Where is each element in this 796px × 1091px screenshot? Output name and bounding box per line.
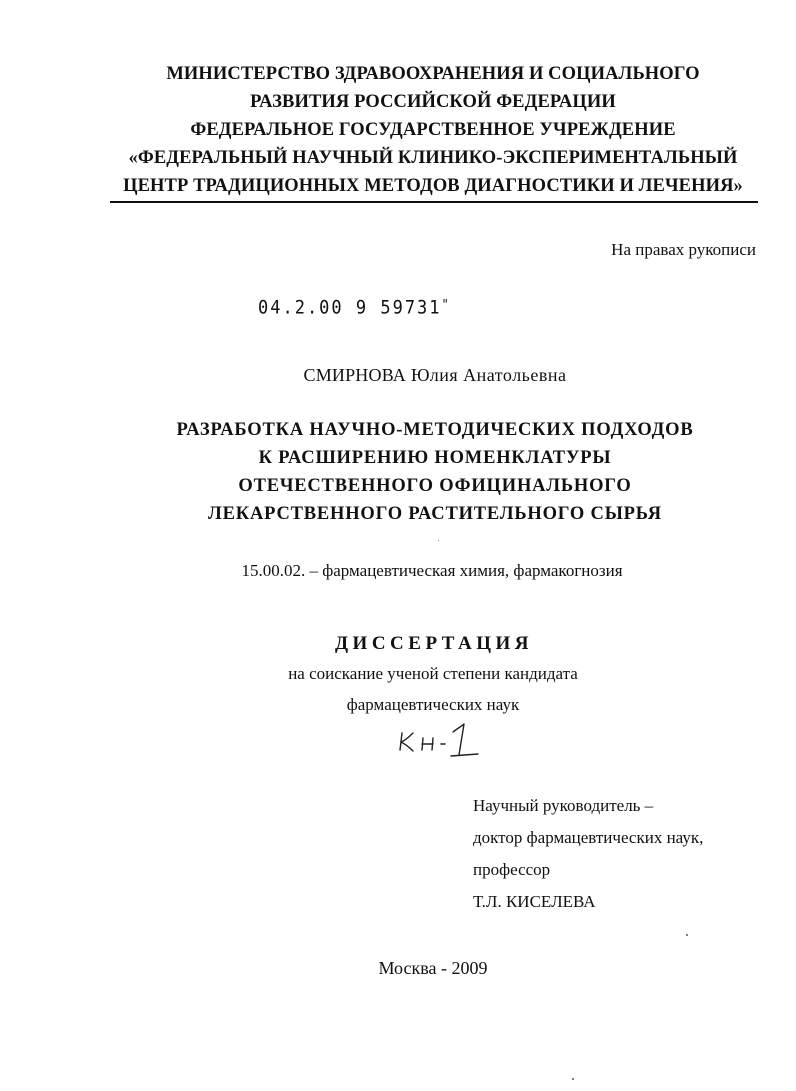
author-given-names: Юлия Анатольевна: [410, 365, 567, 385]
supervisor-line-2: доктор фармацевтических наук,: [473, 828, 704, 847]
degree-statement: на соискание ученой степени кандидата: [288, 664, 578, 683]
header-divider: [110, 201, 758, 203]
header-line-2: РАЗВИТИЯ РОССИЙСКОЙ ФЕДЕРАЦИИ: [250, 92, 616, 112]
manuscript-rights-note: На правах рукописи: [611, 240, 756, 259]
supervisor-line-1: Научный руководитель –: [473, 796, 654, 815]
supervisor-line-3: профессор: [473, 860, 551, 879]
author-name: [0, 365, 796, 386]
handwritten-note: [396, 718, 486, 758]
registration-mark: ": [441, 297, 449, 313]
title-line-2: К РАСШИРЕНИЮ НОМЕНКЛАТУРЫ: [258, 448, 612, 468]
dissertation-title: [0, 416, 796, 528]
supervisor-block: [473, 790, 703, 918]
header-line-5: ЦЕНТР ТРАДИЦИОННЫХ МЕТОДОВ ДИАГНОСТИКИ И ЛЕЧЕНИЯ»: [123, 176, 743, 196]
registration-number: 04.2.00 9 59731: [258, 297, 442, 319]
header-line-1: МИНИСТЕРСТВО ЗДРАВООХРАНЕНИЯ И СОЦИАЛЬНОГО: [166, 64, 700, 84]
scan-speck: [438, 540, 439, 541]
title-line-1: РАЗРАБОТКА НАУЧНО-МЕТОДИЧЕСКИХ ПОДХОДОВ: [176, 420, 694, 440]
title-line-4: ЛЕКАРСТВЕННОГО РАСТИТЕЛЬНОГО СЫРЬЯ: [208, 504, 662, 524]
registration-stamp: [258, 297, 449, 319]
city-and-year: Москва - 2009: [378, 958, 488, 978]
author-surname: СМИРНОВА: [303, 365, 406, 385]
institution-header: [60, 60, 796, 200]
header-line-4: «ФЕДЕРАЛЬНЫЙ НАУЧНЫЙ КЛИНИКО-ЭКСПЕРИМЕНТАЛЬНЫЙ: [128, 148, 738, 168]
scan-speck: [572, 1078, 574, 1080]
specialty-code: 15.00.02. – фармацевтическая химия, фармакогнозия: [241, 561, 623, 580]
title-line-3: ОТЕЧЕСТВЕННОГО ОФИЦИНАЛЬНОГО: [238, 476, 632, 496]
document-type: ДИССЕРТАЦИЯ: [334, 633, 534, 654]
degree-field: фармацевтических наук: [346, 695, 520, 714]
header-line-3: ФЕДЕРАЛЬНОЕ ГОСУДАРСТВЕННОЕ УЧРЕЖДЕНИЕ: [190, 120, 676, 140]
scan-speck: [686, 934, 688, 936]
supervisor-line-4: Т.Л. КИСЕЛЕВА: [473, 892, 596, 911]
